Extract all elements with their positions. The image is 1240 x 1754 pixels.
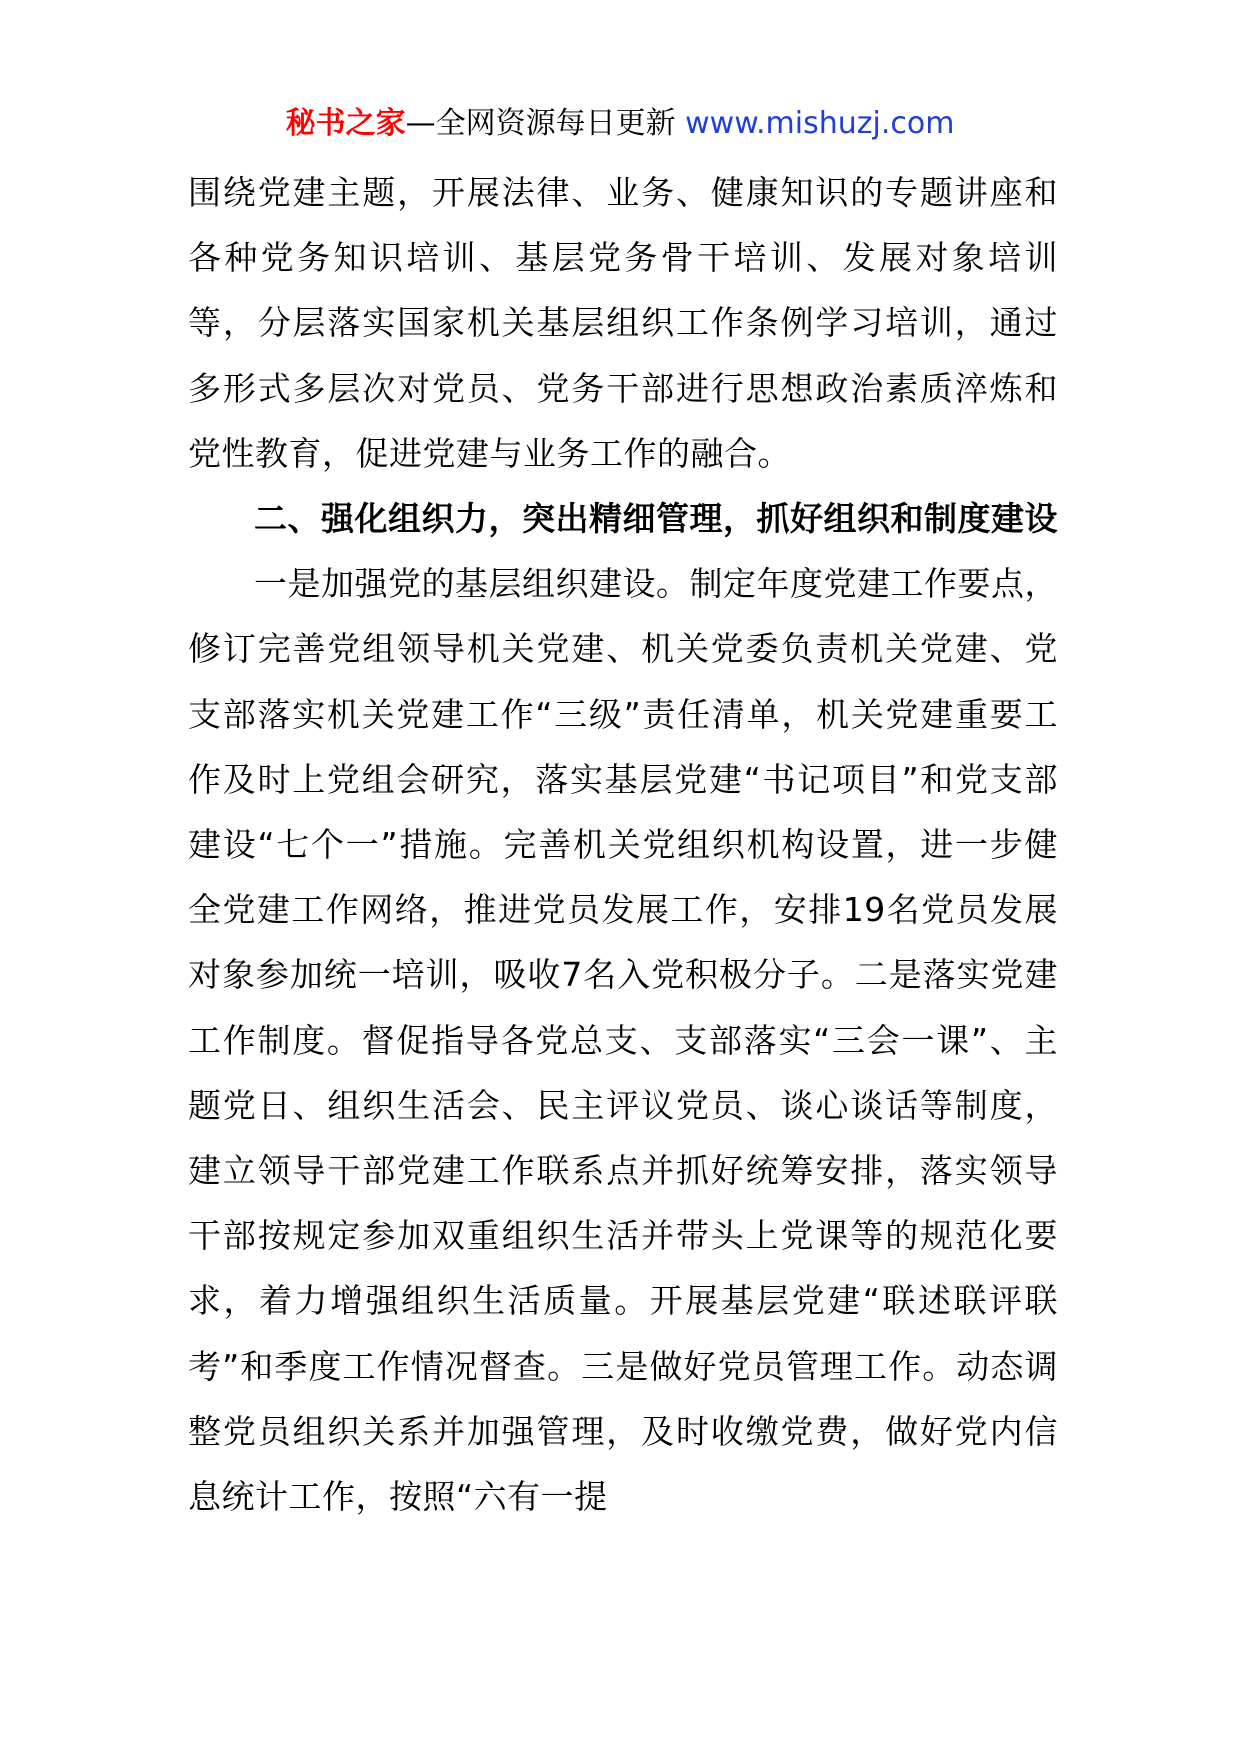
paragraph-continuation: 围绕党建主题，开展法律、业务、健康知识的专题讲座和各种党务知识培训、基层党务骨干培训、发展对象培训等，分层落实国家机关基层组织工作条例学习培训，通过多形式多层次对党员、党务干部进行思想政治素质淬炼和党性教育，促进党建与业务工作的融合。 xyxy=(188,173,1058,473)
page-header xyxy=(0,102,1240,146)
header-tagline: —全网资源每日更新 xyxy=(405,106,686,141)
header-brand: 秘书之家 xyxy=(285,106,406,141)
section-heading: 二、强化组织力，突出精细管理，抓好组织和制度建设 xyxy=(254,499,1058,539)
document-body xyxy=(188,160,1058,1529)
paragraph-organization: 一是加强党的基层组织建设。制定年度党建工作要点，修订完善党组领导机关党建、机关党委负责机关党建、党支部落实机关党建工作“三级”责任清单，机关党建重要工作及时上党组会研究，落实基层党建“书记项目”和党支部建设“七个一”措施。完善机关党组织机构设置，进一步健全党建工作网络，推进党员发展工作，安排19名党员发展对象参加统一培训，吸收7名入党积极分子。二是落实党建工作制度。督促指导各党总支、支部落实“三会一课”、主题党日、组织生活会、民主评议党员、谈心谈话等制度，建立领导干部党建工作联系点并抓好统筹安排，落实领导干部按规定参加双重组织生活并带头上党课等的规范化要求，着力增强组织生活质量。开展基层党建“联述联评联考”和季度工作情况督查。三是做好党员管理工作。动态调整党员组织关系并加强管理，及时收缴党费，做好党内信息统计工作，按照“六有一提 xyxy=(188,564,1058,1517)
header-site-link[interactable]: www.mishuzj.com xyxy=(685,106,955,141)
